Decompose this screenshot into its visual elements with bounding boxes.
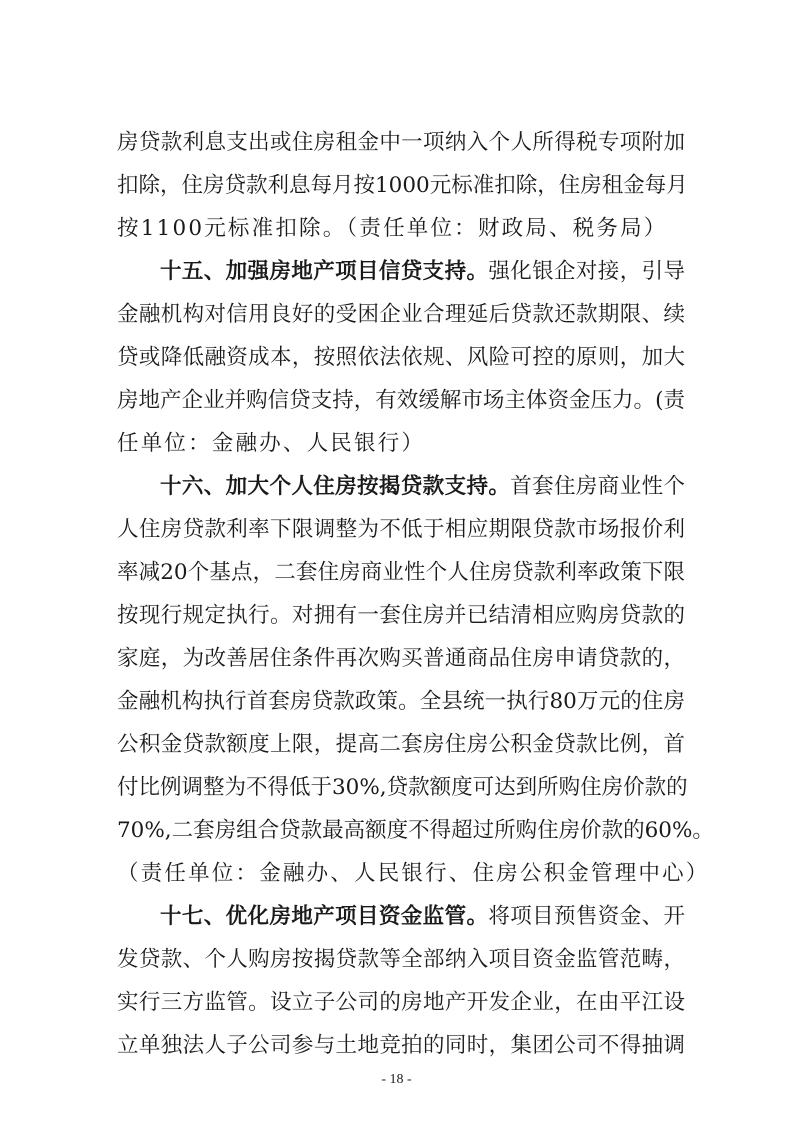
text-line: 房地产企业并购信贷支持，有效缓解市场主体资金压力。(责 bbox=[117, 388, 685, 413]
text-line: 扣除，住房贷款利息每月按1000元标准扣除，住房租金每月 bbox=[117, 173, 688, 198]
paragraph-first-line bbox=[160, 899, 685, 935]
paragraph-first-line bbox=[160, 254, 685, 290]
text-line: 金融机构执行首套房贷款政策。全县统一执行80万元的住房 bbox=[117, 689, 685, 714]
text-line: 按现行规定执行。对拥有一套住房并已结清相应购房贷款的 bbox=[117, 603, 685, 628]
text-line: 实行三方监管。设立子公司的房地产开发企业，在由平江设 bbox=[117, 990, 685, 1015]
text-line: 贷或降低融资成本，按照依法依规、风险可控的原则，加大 bbox=[117, 345, 685, 370]
text-line: 发贷款、个人购房按揭贷款等全部纳入项目资金监管范畴， bbox=[117, 947, 685, 972]
text-line: 房贷款利息支出或住房租金中一项纳入个人所得税专项附加 bbox=[117, 130, 685, 155]
text-line: （责任单位：金融办、人民银行、住房公积金管理中心） bbox=[117, 861, 710, 886]
text-line: 任单位：金融办、人民银行） bbox=[117, 431, 426, 456]
text-line: 70%,二套房组合贷款最高额度不得超过所购住房价款的60%。 bbox=[117, 818, 714, 843]
text-line: 付比例调整为不得低于30%,贷款额度可达到所购住房价款的 bbox=[117, 775, 688, 800]
page-number: - 18 - bbox=[381, 1072, 412, 1087]
text-line: 率减20个基点，二套住房商业性个人住房贷款利率政策下限 bbox=[117, 560, 685, 585]
section-heading: 十六、加大个人住房按揭贷款支持。 bbox=[160, 474, 511, 499]
text-span: 将项目预售资金、开 bbox=[488, 904, 685, 929]
text-line: 按1100元标准扣除。（责任单位：财政局、税务局） bbox=[117, 216, 668, 241]
paragraph-first-line bbox=[160, 469, 685, 505]
section-heading: 十五、加强房地产项目信贷支持。 bbox=[160, 259, 489, 284]
text-line: 立单独法人子公司参与土地竞拍的同时，集团公司不得抽调 bbox=[117, 1033, 685, 1058]
text-line: 家庭，为改善居住条件再次购买普通商品住房申请贷款的， bbox=[117, 646, 685, 671]
section-heading: 十七、优化房地产项目资金监管。 bbox=[160, 904, 489, 929]
text-span: 强化银企对接，引导 bbox=[488, 259, 685, 284]
text-line: 金融机构对信用良好的受困企业合理延后贷款还款期限、续 bbox=[117, 302, 685, 327]
text-line: 公积金贷款额度上限，提高二套房住房公积金贷款比例，首 bbox=[117, 732, 685, 757]
text-line: 人住房贷款利率下限调整为不低于相应期限贷款市场报价利 bbox=[117, 517, 685, 542]
text-span: 首套住房商业性个 bbox=[510, 474, 685, 499]
